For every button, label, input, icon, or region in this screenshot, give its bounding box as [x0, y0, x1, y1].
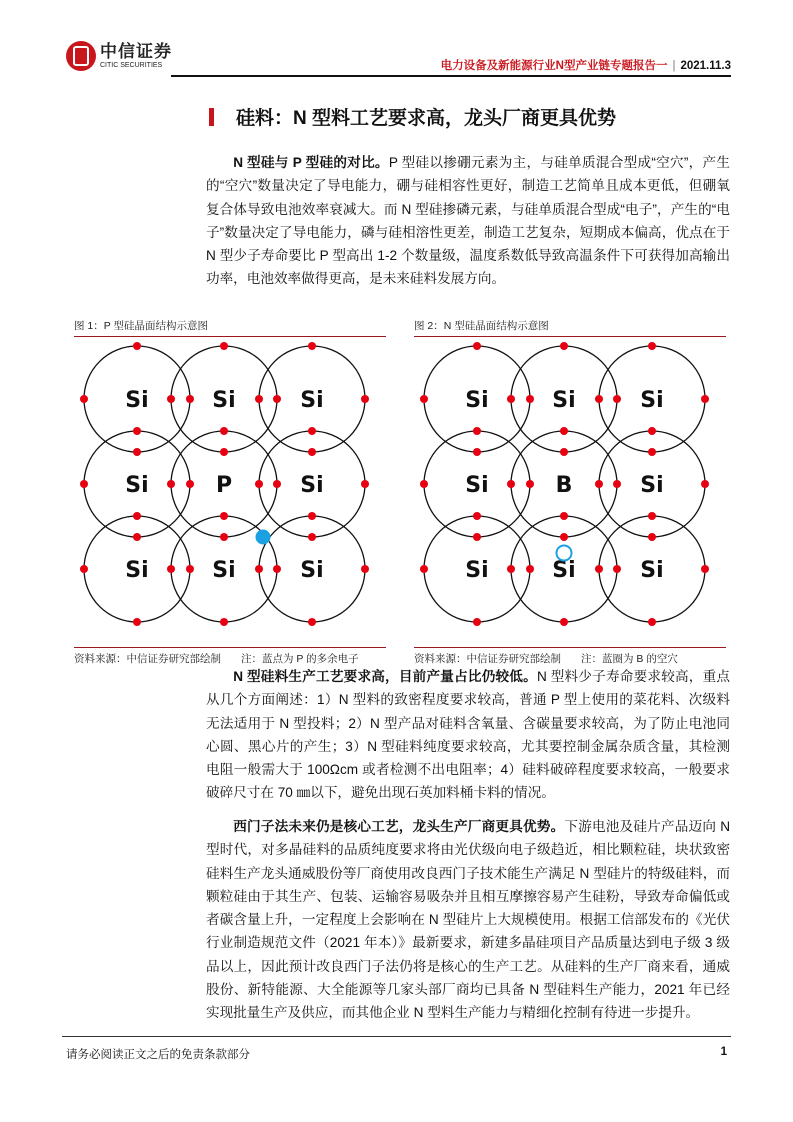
electron-dot: [133, 512, 141, 520]
figure-note: 注：蓝圈为 B 的空穴: [581, 653, 678, 665]
atom-label: Si: [212, 388, 236, 413]
electron-dot: [273, 480, 281, 488]
electron-dot: [80, 565, 88, 573]
report-header: [441, 57, 731, 73]
electron-dot: [220, 342, 228, 350]
electron-dot: [507, 565, 515, 573]
electron-dot: [648, 427, 656, 435]
electron-dot: [220, 618, 228, 626]
electron-dot: [167, 565, 175, 573]
electron-dot: [133, 342, 141, 350]
report-title: 电力设备及新能源行业N型产业链专题报告一: [440, 60, 668, 72]
n-type-lattice-diagram: [414, 337, 726, 642]
electron-dot: [473, 448, 481, 456]
figure-title: 图 2：N 型硅晶面结构示意图: [414, 318, 726, 337]
electron-dot: [560, 618, 568, 626]
electron-dot: [361, 480, 369, 488]
footer-divider: [62, 1036, 731, 1037]
section-heading: [209, 103, 616, 130]
figure-2: [414, 318, 726, 666]
electron-dot: [473, 427, 481, 435]
atom-label: Si: [465, 558, 489, 583]
electron-dot: [701, 565, 709, 573]
atom-label: Si: [125, 473, 149, 498]
atom-label: Si: [125, 558, 149, 583]
atom-label: Si: [640, 558, 664, 583]
electron-dot: [595, 480, 603, 488]
electron-dot: [273, 565, 281, 573]
paragraph-text: 下游电池及硅片产品迈向 N 型时代，对多晶硅料的品质纯度要求将由光伏级向电子级趋近，相比颗粒硅，块状致密硅料生产龙头通威股份等厂商使用改良西门子技术能生产满足 N 型硅片的特级硅料，而颗粒硅由于其生产、包装、运输容易吸杂并且相互摩擦容易产生硅粉，导致寿命偏低或者碳含量上升，一定程度上会影响在 N 型硅片上大规模使用。根据工信部发布的《光伏行业制造规范文件（2021 年本）》最新要求，新建多晶硅项目产品质量达到电子级 3 级品以上，因此预计改良西门子法仍将是核心的生产工艺。从硅料的生产厂商来看，通威股份、新特能源、大全能源等几家头部厂商均已具备 N 型硅料生产能力，2021 年已经实现批量生产及供应，而其他企业 N 型料生产能力与精细化控制有待进一步提升。: [206, 819, 731, 1021]
p-type-lattice-diagram: [74, 337, 386, 642]
figure-source: 资料来源：中信证券研究部绘制: [414, 653, 561, 665]
atom-label: Si: [300, 473, 324, 498]
electron-dot: [420, 395, 428, 403]
electron-dot: [361, 565, 369, 573]
electron-dot: [701, 480, 709, 488]
electron-dot: [507, 480, 515, 488]
electron-dot: [595, 565, 603, 573]
paragraph-text: P 型硅以掺硼元素为主，与硅单质混合型成“空穴”，产生的“空穴”数量决定了导电能力，硼与硅相容性更好，制造工艺简单且成本更低，但硼氧复合体导致电池效率衰减大。而 N 型硅掺磷元素，与硅单质混合型成“电子”，产生的“电子”数量决定了导电能力，磷与硅相溶性更差，制造工艺复杂，短期成本偏高，优点在于 N 型少子寿命要比 P 型高出 1-2 个数量级，温度系数低导致高温条件下可获得加高输出功率，电池效率做得更高，是未来硅料发展方向。: [206, 155, 731, 287]
electron-dot: [613, 480, 621, 488]
electron-dot: [420, 565, 428, 573]
logo-en: CITIC SECURITIES: [100, 61, 163, 69]
atom-label: B: [555, 473, 573, 498]
electron-dot: [595, 395, 603, 403]
electron-dot: [701, 395, 709, 403]
electron-dot: [186, 565, 194, 573]
paragraph-lead: N 型硅料生产工艺要求高，目前产量占比仍较低。: [233, 669, 537, 684]
electron-dot: [80, 480, 88, 488]
electron-dot: [560, 342, 568, 350]
atom-label: P: [215, 473, 233, 498]
paragraph-3: [206, 815, 730, 1025]
electron-dot: [133, 618, 141, 626]
electron-dot: [420, 480, 428, 488]
electron-dot: [308, 512, 316, 520]
electron-dot: [613, 395, 621, 403]
atom-label: Si: [300, 558, 324, 583]
atom-label: Si: [552, 558, 576, 583]
report-date: 2021.11.3: [680, 60, 731, 72]
electron-dot: [648, 342, 656, 350]
electron-dot: [308, 342, 316, 350]
electron-dot: [167, 395, 175, 403]
electron-dot: [220, 427, 228, 435]
electron-dot: [648, 512, 656, 520]
citic-logo: [66, 41, 172, 71]
electron-dot: [255, 395, 263, 403]
electron-dot: [613, 565, 621, 573]
paragraph-lead: N 型硅与 P 型硅的对比。: [233, 155, 389, 170]
figure-source: 资料来源：中信证券研究部绘制: [74, 653, 221, 665]
electron-dot: [308, 448, 316, 456]
electron-dot: [507, 395, 515, 403]
electron-dot: [167, 480, 175, 488]
electron-dot: [473, 342, 481, 350]
atom-label: Si: [640, 388, 664, 413]
electron-dot: [220, 448, 228, 456]
electron-dot: [220, 512, 228, 520]
paragraph-text: N 型料少子寿命要求较高，重点从几个方面阐述：1）N 型料的致密程度要求较高，普通 P 型上使用的菜花料、次级料无法适用于 N 型投料；2）N 型产品对硅料含氧量、含碳量要求较高，为了防止电池同心圆、黑心片的产生；3）N 型硅料纯度要求较高，尤其要控制金属杂质含量，其检测电阻一般需大于 100Ωcm 或者检测不出电阻率；4）硅料破碎程度要求较高，一般要求破碎尺寸在 70 ㎜以下，避免出现石英加料桶卡料的情况。: [206, 669, 731, 801]
electron-dot: [273, 395, 281, 403]
electron-dot: [308, 618, 316, 626]
electron-dot: [186, 395, 194, 403]
electron-dot: [133, 427, 141, 435]
atom-label: Si: [125, 388, 149, 413]
electron-dot: [255, 480, 263, 488]
electron-dot: [473, 618, 481, 626]
electron-dot: [560, 448, 568, 456]
atom-label: Si: [300, 388, 324, 413]
atom-label: Si: [552, 388, 576, 413]
paragraph-2: [206, 665, 730, 805]
electron-dot: [133, 448, 141, 456]
footer-disclaimer: 请务必阅读正文之后的免责条款部分: [66, 1049, 250, 1061]
figure-1: [74, 318, 386, 666]
paragraph-lead: 西门子法未来仍是核心工艺，龙头生产厂商更具优势。: [233, 819, 565, 834]
electron-dot: [526, 395, 534, 403]
electron-dot: [526, 480, 534, 488]
electron-dot: [133, 533, 141, 541]
figure-title: 图 1：P 型硅晶面结构示意图: [74, 318, 386, 337]
electron-dot: [560, 533, 568, 541]
atom-label: Si: [212, 558, 236, 583]
logo-cn: 中信证券: [100, 41, 172, 61]
electron-dot: [526, 565, 534, 573]
electron-dot: [80, 395, 88, 403]
electron-dot: [473, 533, 481, 541]
section-title: 硅料：N 型料工艺要求高，龙头厂商更具优势: [236, 108, 617, 129]
electron-dot: [560, 512, 568, 520]
atom-label: Si: [465, 473, 489, 498]
heading-bar: [209, 108, 214, 126]
electron-dot: [648, 618, 656, 626]
page-number: 1: [720, 1046, 727, 1058]
figure-note: 注：蓝点为 P 的多余电子: [241, 653, 359, 665]
electron-dot: [473, 512, 481, 520]
header-separator: |: [672, 60, 676, 72]
electron-dot: [308, 427, 316, 435]
electron-dot: [255, 565, 263, 573]
paragraph-1: [206, 151, 730, 291]
electron-dot: [648, 448, 656, 456]
electron-dot: [648, 533, 656, 541]
electron-dot: [560, 427, 568, 435]
atom-label: Si: [465, 388, 489, 413]
extra-electron-dot: [256, 530, 271, 545]
header-divider: [171, 75, 731, 77]
electron-dot: [308, 533, 316, 541]
electron-dot: [186, 480, 194, 488]
electron-dot: [220, 533, 228, 541]
electron-dot: [361, 395, 369, 403]
atom-label: Si: [640, 473, 664, 498]
citic-logo-icon: [66, 41, 96, 71]
